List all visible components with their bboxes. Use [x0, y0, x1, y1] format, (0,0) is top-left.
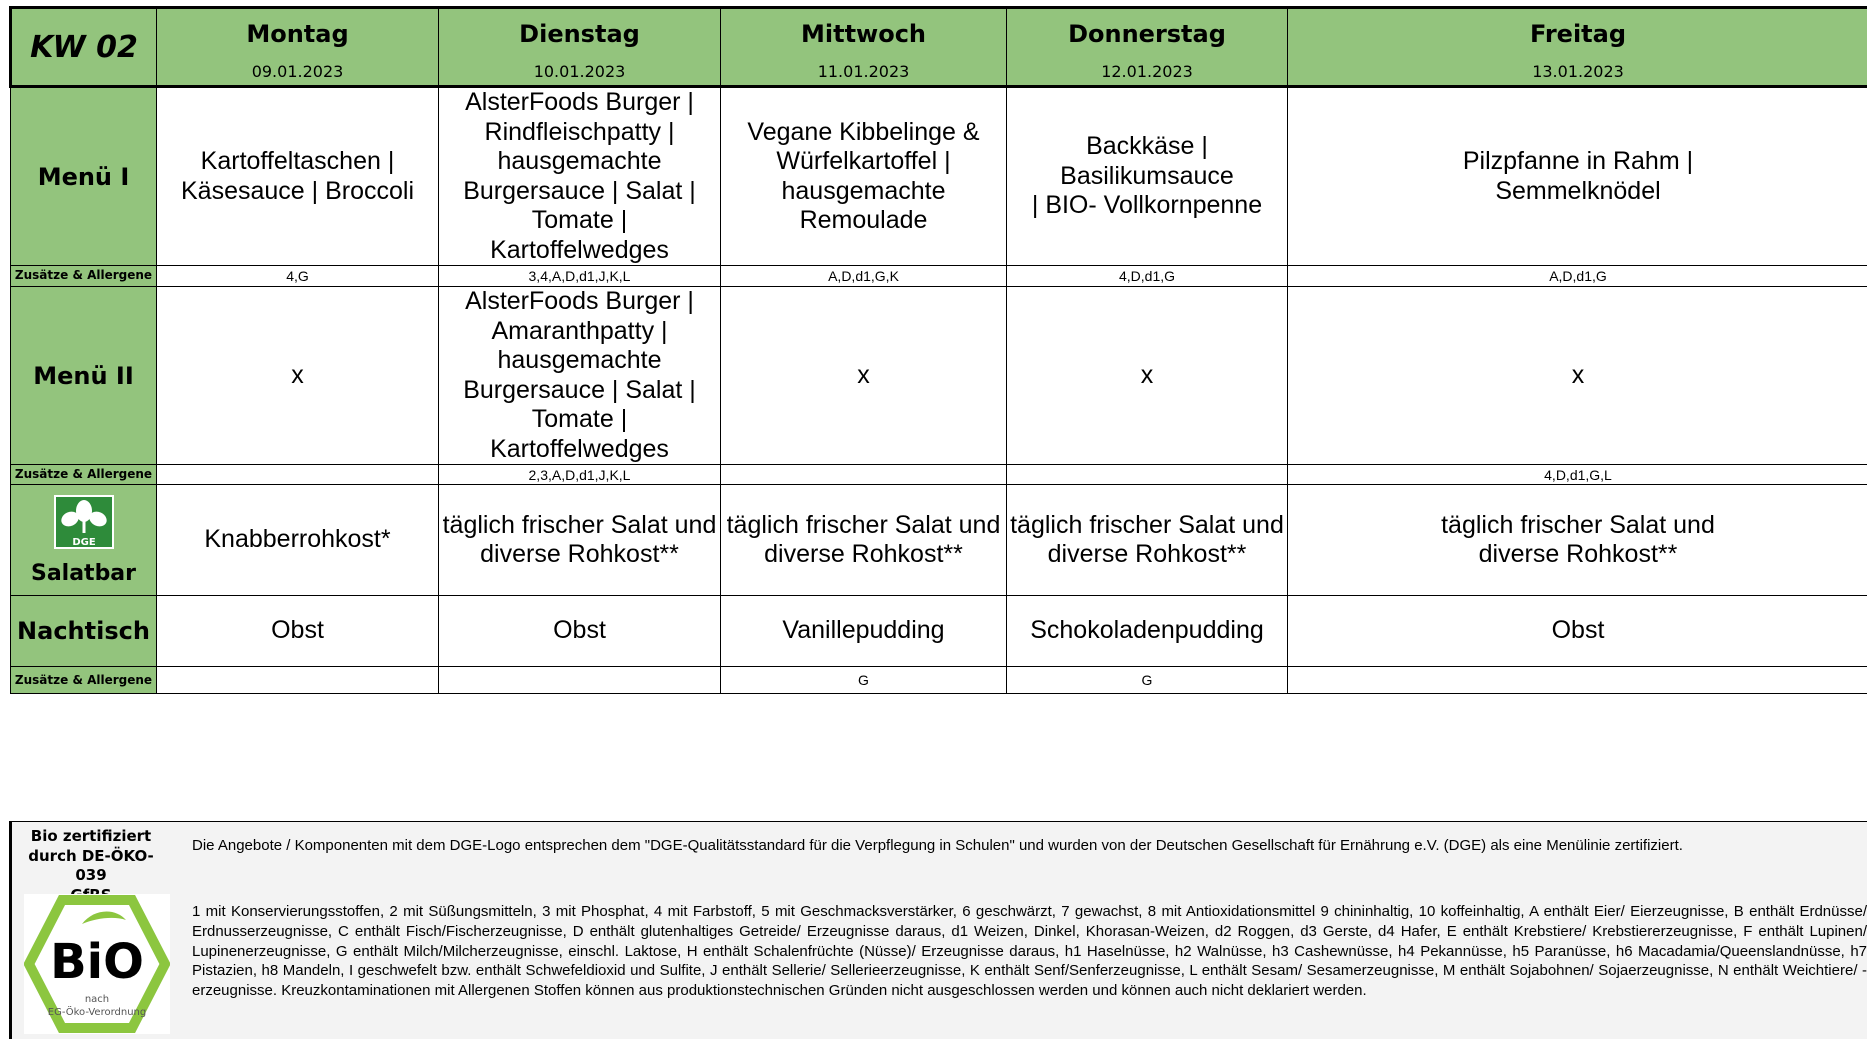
dish-line: hausgemachte: [497, 147, 662, 175]
bio-logo-sub: EG-Öko-Verordnung: [47, 1007, 147, 1018]
day-date: 11.01.2023: [817, 61, 910, 81]
dish-cell: [1288, 485, 1867, 596]
bio-logo-icon: [24, 894, 170, 1034]
dish-cell: [1288, 287, 1867, 465]
dish-line: Burgersauce | Salat |: [463, 375, 696, 404]
day-date: 12.01.2023: [1101, 61, 1193, 81]
dish-line: diverse Rohkost**: [764, 540, 963, 568]
day-header: [1007, 8, 1288, 87]
dish-line: täglich frischer Salat und: [726, 510, 1001, 539]
day-name: Donnerstag: [1068, 19, 1226, 48]
dish-line: Pilzpfanne in Rahm |: [1462, 147, 1694, 175]
dge-logo-text: DGE: [71, 536, 96, 548]
allergen-label: Zusätze & Allergene: [11, 266, 157, 287]
dish-cell: [157, 287, 439, 465]
dish-cell: [1007, 485, 1288, 596]
dish-cell: Obst: [439, 596, 721, 667]
dish-line: Amaranthpatty |: [491, 316, 668, 345]
day-header: [1288, 8, 1867, 87]
header-row: [11, 8, 1867, 87]
allergen-cell: [157, 465, 439, 485]
dish-line: täglich frischer Salat und: [1010, 510, 1284, 539]
allergen-legend: 1 mit Konservierungsstoffen, 2 mit Süßungsmitteln, 3 mit Phosphat, 4 mit Farbstoff, 5 mit Geschmacksverstärker, 6 geschwärzt, 7 gewachst, 8 mit Antioxidationsmittel 9 chininhaltig, 10 koffeinhaltig, A enthält Eier/ Eierzeugnisse, B enthält Erdnüsse/ Erdnusserzeugnisse, C enthält Fisch/Fischerzeugnisse, D enthält glutenhaltiges Getreide/ Erzeugnisse daraus, d1 Weizen, Dinkel, Khorasan-Weizen, d2 Roggen, d3 Gerste, d4 Hafer, E enthält Krebstiere/ Krebstiererzeugnisse, F enthält Lupinen/ Lupinenerzeugnisse, G enthält Milch/Milcherzeugnisse, einschl. Laktose, H enthält Schalenfrüchte (Nüsse)/ Erzeugnisse daraus, h1 Haselnüsse, h2 Walnüsse, h3 Cashewnüsse, h4 Pekannüsse, h5 Paranüsse, h6 Macadamia/Queenslandnüsse, h7 Pistazien, h8 Mandeln, I geschwefelt bzw. enthält Schwefeldioxid und Sulfite, J enthält Sellerie/ Sellerieerzeugnisse, K enthält Senf/Senferzeugnisse, L enthält Sesam/ Sesamerzeugnisse, M enthält Sojabohnen/ Sojaerzeugnisse, N enthält Weichtiere/ -erzeugnisse. Kreuzkontaminationen mit Allergenen Stoffen können aus produktionstechnischen Gründen nicht ausgeschlossen werden und können auch nicht deklariert werden.: [192, 903, 1867, 1000]
allergen-cell: G: [1007, 667, 1288, 694]
dge-logo-icon: [54, 495, 114, 549]
allergen-cell: 3,4,A,D,d1,J,K,L: [439, 266, 721, 287]
dish-cell: [721, 87, 1007, 266]
menu1-allergen-row: [11, 266, 1867, 287]
dish-line: Tomate | Kartoffelwedges: [490, 405, 669, 463]
day-header: [157, 8, 439, 87]
allergen-cell: 4,G: [157, 266, 439, 287]
allergen-cell: [439, 667, 721, 694]
dish-line: Vegane Kibbelinge &: [747, 117, 980, 146]
dish-cell: [1007, 87, 1288, 266]
dessert-allergen-row: [11, 667, 1867, 694]
dish-line: Käsesauce | Broccoli: [181, 176, 414, 205]
allergen-label: Zusätze & Allergene: [11, 667, 157, 694]
dish-line: diverse Rohkost**: [480, 540, 679, 568]
allergen-cell: [157, 667, 439, 694]
bio-logo-text: BiO: [50, 934, 144, 990]
dish-line: Knabberrohkost*: [204, 525, 391, 554]
day-date: 09.01.2023: [251, 61, 344, 81]
menu2-allergen-row: [11, 465, 1867, 485]
dish-cell: Obst: [1288, 596, 1867, 667]
dessert-label: Nachtisch: [11, 596, 157, 667]
allergen-cell: [1288, 667, 1867, 694]
dish-cell: [1007, 287, 1288, 465]
salatbar-label: Salatbar: [30, 560, 137, 586]
allergen-cell: 4,D,d1,G: [1007, 266, 1288, 287]
salatbar-row: [11, 485, 1867, 596]
allergen-cell: [1007, 465, 1288, 485]
day-date: 13.01.2023: [1532, 61, 1624, 81]
menu2-row: [11, 287, 1867, 465]
day-name: Dienstag: [519, 19, 640, 48]
dish-cell: [1288, 87, 1867, 266]
week-cell: [11, 8, 157, 87]
day-header: [721, 8, 1007, 87]
dish-line: Würfelkartoffel |: [776, 147, 951, 175]
bio-logo-sub: nach: [84, 994, 110, 1005]
menu1-row: [11, 87, 1867, 266]
day-date: 10.01.2023: [533, 61, 626, 81]
allergen-cell: [721, 465, 1007, 485]
dish-line: diverse Rohkost**: [1047, 540, 1247, 568]
day-name: Mittwoch: [800, 19, 927, 48]
dish-line: diverse Rohkost**: [1478, 540, 1678, 568]
allergen-cell: 4,D,d1,G,L: [1288, 465, 1867, 485]
footer-legend: [9, 821, 1867, 1039]
allergen-cell: G: [721, 667, 1007, 694]
menu2-label: Menü II: [11, 287, 157, 465]
bio-cert-line: durch DE-ÖKO-039: [28, 846, 154, 884]
dish-line: AlsterFoods Burger |: [465, 88, 694, 116]
allergen-label: Zusätze & Allergene: [11, 465, 157, 485]
dish-cell: [721, 485, 1007, 596]
dish-line: hausgemachte Remoulade: [781, 176, 946, 234]
dish-cell: [157, 485, 439, 596]
dish-line: Backkäse | Basilikumsauce: [1060, 132, 1234, 190]
dish-line: Rindfleischpatty |: [484, 117, 675, 146]
dish-line: Kartoffeltaschen |: [200, 147, 395, 175]
allergen-cell: 2,3,A,D,d1,J,K,L: [439, 465, 721, 485]
dge-note: Die Angebote / Komponenten mit dem DGE-Logo entsprechen dem "DGE-Qualitätsstandard für die Verpflegung in Schulen" und wurden von der Deutschen Gesellschaft für Ernährung e.V. (DGE) als eine Menülinie zertifiziert.: [192, 837, 1683, 854]
dish-line: täglich frischer Salat und: [442, 510, 717, 539]
dish-cell: Vanillepudding: [721, 596, 1007, 667]
dish-line: x: [857, 360, 870, 389]
dish-line: | BIO- Vollkornpenne: [1031, 191, 1263, 220]
dish-cell: [439, 87, 721, 266]
week-label: KW 02: [30, 29, 138, 65]
bio-cert-line: Bio zertifiziert: [30, 827, 152, 845]
dish-line: x: [291, 360, 304, 389]
salatbar-label-cell: [11, 485, 157, 596]
dish-line: Burgersauce | Salat |: [463, 176, 696, 205]
menu1-label: Menü I: [11, 87, 157, 266]
allergen-cell: A,D,d1,G,K: [721, 266, 1007, 287]
dish-line: x: [1571, 360, 1585, 389]
allergen-cell: A,D,d1,G: [1288, 266, 1867, 287]
day-name: Freitag: [1529, 19, 1627, 48]
dish-cell: Schokoladenpudding: [1007, 596, 1288, 667]
dish-line: x: [1140, 360, 1154, 389]
dessert-row: [11, 596, 1867, 667]
dish-cell: [721, 287, 1007, 465]
dish-line: Semmelknödel: [1495, 176, 1661, 205]
dish-cell: [439, 287, 721, 465]
dish-line: AlsterFoods Burger |: [465, 287, 694, 315]
dish-line: Tomate | Kartoffelwedges: [490, 206, 669, 264]
dish-cell: [439, 485, 721, 596]
weekly-menu-table: [9, 6, 1867, 694]
dish-line: hausgemachte: [497, 346, 662, 374]
day-header: [439, 8, 721, 87]
dish-cell: Obst: [157, 596, 439, 667]
dish-cell: [157, 87, 439, 266]
dish-line: täglich frischer Salat und: [1441, 510, 1715, 539]
day-name: Montag: [246, 19, 349, 48]
